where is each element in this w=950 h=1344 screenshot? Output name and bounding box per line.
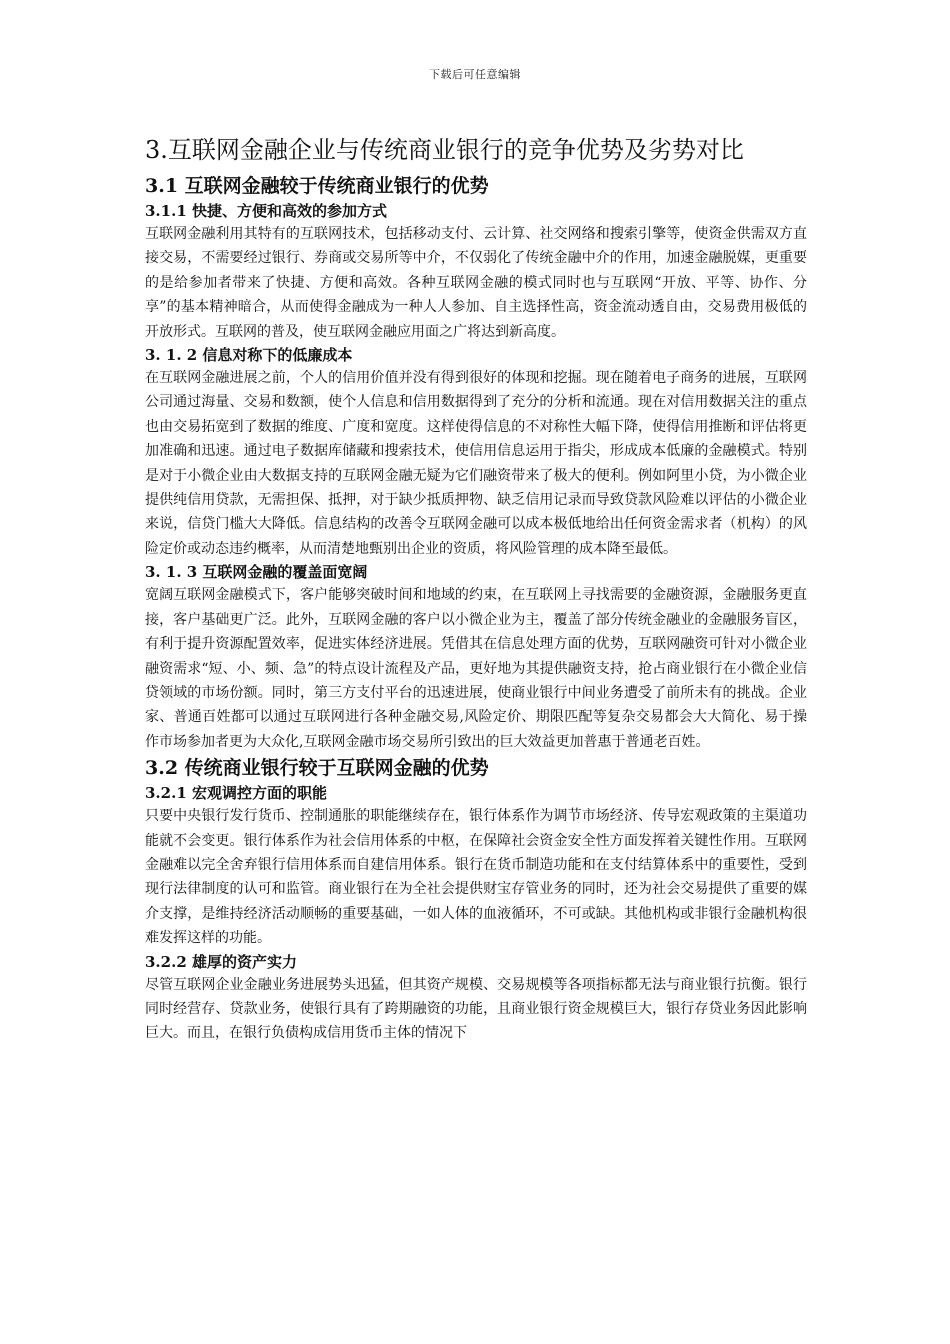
document-body [145, 132, 807, 1046]
subsection-3-2-2 [145, 951, 807, 1046]
body-paragraph: 在互联网金融进展之前，个人的信用价值并没有得到很好的体现和挖掘。现在随着电子商务的进展，互联网公司通过海量、交易和数额，使个人信息和信用数据得到了充分的分析和流通。现在对信用数据关注的重点也由交易拓宽到了数据的维度、广度和宽度。这样使得信息的不对称性大幅下降，使得信用推断和评估将更加准确和迅速。通过电子数据库储藏和搜索技术，使信用信息运用于指尖，形成成本低廉的金融模式。特别是对于小微企业由大数据支持的互联网金融无疑为它们融资带来了极大的便利。例如阿里小贷，为小微企业提供纯信用贷款，无需担保、抵押，对于缺少抵质押物、缺乏信用记录而导致贷款风险难以评估的小微企业来说，信贷门槛大大降低。信息结构的改善令互联网金融可以成本极低地给出任何资金需求者（机构）的风险定价或动态违约概率，从而清楚地甄别出企业的资质，将风险管理的成本降至最低。 [145, 370, 807, 557]
subsection-heading: 3. 1. 3 互联网金融的覆盖面宽阔 [145, 563, 368, 582]
subsection-3-2-1 [145, 782, 807, 950]
subsection-heading: 3.2.1 宏观调控方面的职能 [145, 784, 327, 803]
body-paragraph: 互联网金融利用其特有的互联网技术，包括移动支付、云计算、社交网络和搜索引擎等，使资金供需双方直接交易，不需要经过银行、券商或交易所等中介，不仅弱化了传统金融中介的作用，加速金融脱媒，更重要的是给参加者带来了快捷、方便和高效。各种互联网金融的模式同时也与互联网“开放、平等、协作、分享”的基本精神暗合，从而使得金融成为一种人人参加、自主选择性高，资金流动透自由，交易费用极低的开放形式。互联网的普及，使互联网金融应用面之广将达到新高度。 [145, 226, 807, 340]
subsection-3-1-1 [145, 200, 807, 344]
section-3-2 [145, 754, 807, 1046]
body-paragraph: 只要中央银行发行货币、控制通胀的职能继续存在，银行体系作为调节市场经济、传导宏观政策的主渠道功能就不会变更。银行体系作为社会信用体系的中枢，在保障社会资金安全性方面发挥着关键性作用。互联网金融难以完全舍弃银行信用体系而自建信用体系。银行在货币制造功能和在支付结算体系中的重要性，受到现行法律制度的认可和监管。商业银行在为全社会提供财宝存管业务的同时，还为社会交易提供了重要的媒介支撑，是维持经济活动顺畅的重要基础，一如人体的血液循环，不可或缺。其他机构或非银行金融机构很难发挥这样的功能。 [145, 808, 807, 947]
section-heading: 3.1 互联网金融较于传统商业银行的优势 [145, 175, 489, 197]
body-paragraph: 尽管互联网企业金融业务进展势头迅猛，但其资产规模、交易规模等各项指标都无法与商业银行抗衡。银行同时经营存、贷款业务，使银行具有了跨期融资的功能，且商业银行资金规模巨大，银行存贷业务因此影响巨大。而且，在银行负债构成信用货币主体的情况下 [145, 976, 807, 1042]
subsection-heading: 3.1.1 快捷、方便和高效的参加方式 [145, 202, 387, 220]
subsection-3-1-2 [145, 344, 807, 561]
subsection-heading: 3.2.2 雄厚的资产实力 [145, 952, 297, 971]
subsection-heading: 3. 1. 2 信息对称下的低廉成本 [145, 346, 353, 365]
header-note: 下载后可任意编辑 [429, 68, 521, 81]
document-title: 3.互联网金融企业与传统商业银行的竞争优势及劣势对比 [145, 136, 744, 164]
section-heading: 3.2 传统商业银行较于互联网金融的优势 [145, 757, 489, 780]
section-3-1 [145, 172, 807, 754]
subsection-3-1-3 [145, 561, 807, 754]
body-paragraph: 宽阔互联网金融模式下，客户能够突破时间和地域的约束，在互联网上寻找需要的金融资源，金融服务更直接，客户基础更广泛。此外，互联网金融的客户以小微企业为主，覆盖了部分传统金融业的金融服务盲区，有利于提升资源配置效率，促进实体经济进展。凭借其在信息处理方面的优势，互联网融资可针对小微企业融资需求“短、小、频、急”的特点设计流程及产品，更好地为其提供融资支持，抢占商业银行在小微企业信贷领域的市场份额。同时，第三方支付平台的迅速进展，使商业银行中间业务遭受了前所未有的挑战。企业家、普通百姓都可以通过互联网进行各种金融交易,风险定价、期限匹配等复杂交易都会大大简化、易于操作市场参加者更为大众化,互联网金融市场交易所引致出的巨大效益更加普惠于普通老百姓。 [145, 587, 807, 750]
